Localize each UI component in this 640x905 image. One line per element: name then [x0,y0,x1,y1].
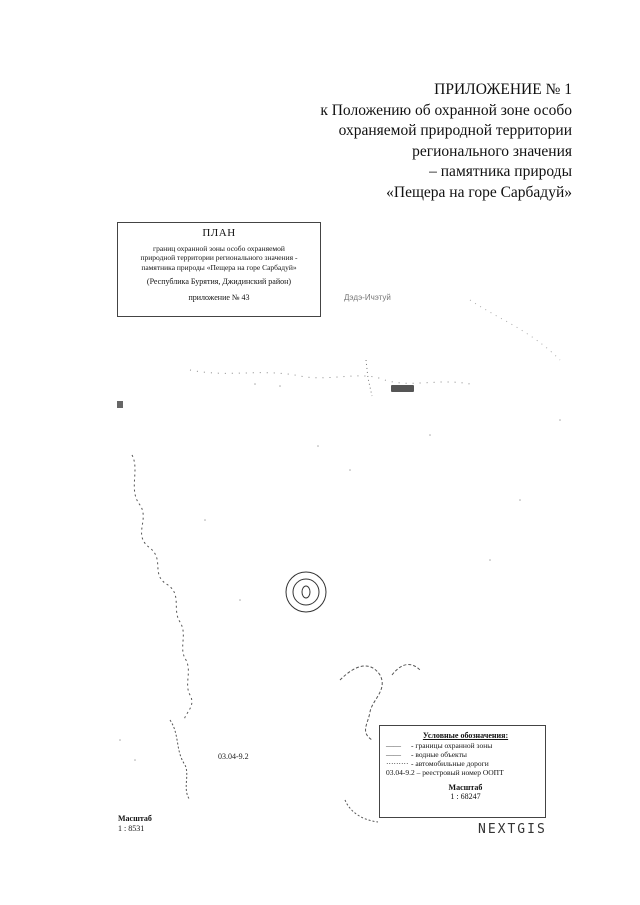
zone-core [302,586,310,598]
legend-scale-title: Масштаб [448,783,483,792]
plan-region: (Республика Бурятия, Джидинский район) [146,277,292,286]
plan-title-box [117,222,321,317]
zone-code-label: 03.04-9.2 [218,752,249,761]
plan-title: ПЛАН [202,227,236,239]
map-tag [391,385,414,392]
scale-title: Масштаб [118,814,152,823]
map-scale [118,814,152,833]
plan-description-line: природной территории регионального значения - [140,253,298,262]
legend-label: - границы охранной зоны [411,741,493,750]
legend-symbol: —— [386,750,401,759]
legend-item [386,741,545,750]
river-left [132,455,192,720]
nextgis-logo: NEXTGIS [478,822,547,837]
heading-line: «Пещера на горе Сарбадуй» [386,183,572,201]
map-speckles [119,383,561,761]
heading-line: – памятника природы [429,163,572,180]
road-line [366,360,372,396]
legend-symbol: ········· [386,759,409,768]
legend-label: - автомобильные дороги [411,759,489,768]
river-bottom-curve [345,800,378,822]
plan-description-line: памятника природы «Пещера на горе Сарбадуй» [141,262,297,272]
settlement-label: Дэдэ-Ичэтуй [344,293,391,302]
river-bottom-left [170,720,190,800]
legend-symbol: —— [386,741,401,750]
scale-value: 1 : 8531 [118,823,145,833]
heading-line: регионального значения [412,142,572,160]
heading-line: ПРИЛОЖЕНИЕ № 1 [434,81,572,98]
heading-line: к Положению об охранной зоне особо [320,101,572,119]
legend-item [386,750,545,759]
plan-description-line: границ охранной зоны особо охраняемой [153,243,285,253]
zone-inner-ring [293,579,319,605]
map-legend [379,725,546,818]
legend-registry: 03.04-9.2 – реестровый номер ООПТ [386,768,504,777]
river-top [190,370,470,384]
zone-outer-ring [286,572,326,612]
road-right [470,300,560,360]
legend-scale-value: 1 : 68247 [450,792,481,801]
protected-zone-marker [286,572,326,612]
legend-label: - водные объекты [411,750,467,759]
plan-annex-number: приложение № 43 [188,292,250,302]
heading-line: охраняемой природной территории [338,122,572,139]
legend-item [386,759,545,768]
map-corner-mark [117,401,123,408]
legend-title: Условные обозначения: [422,731,509,740]
